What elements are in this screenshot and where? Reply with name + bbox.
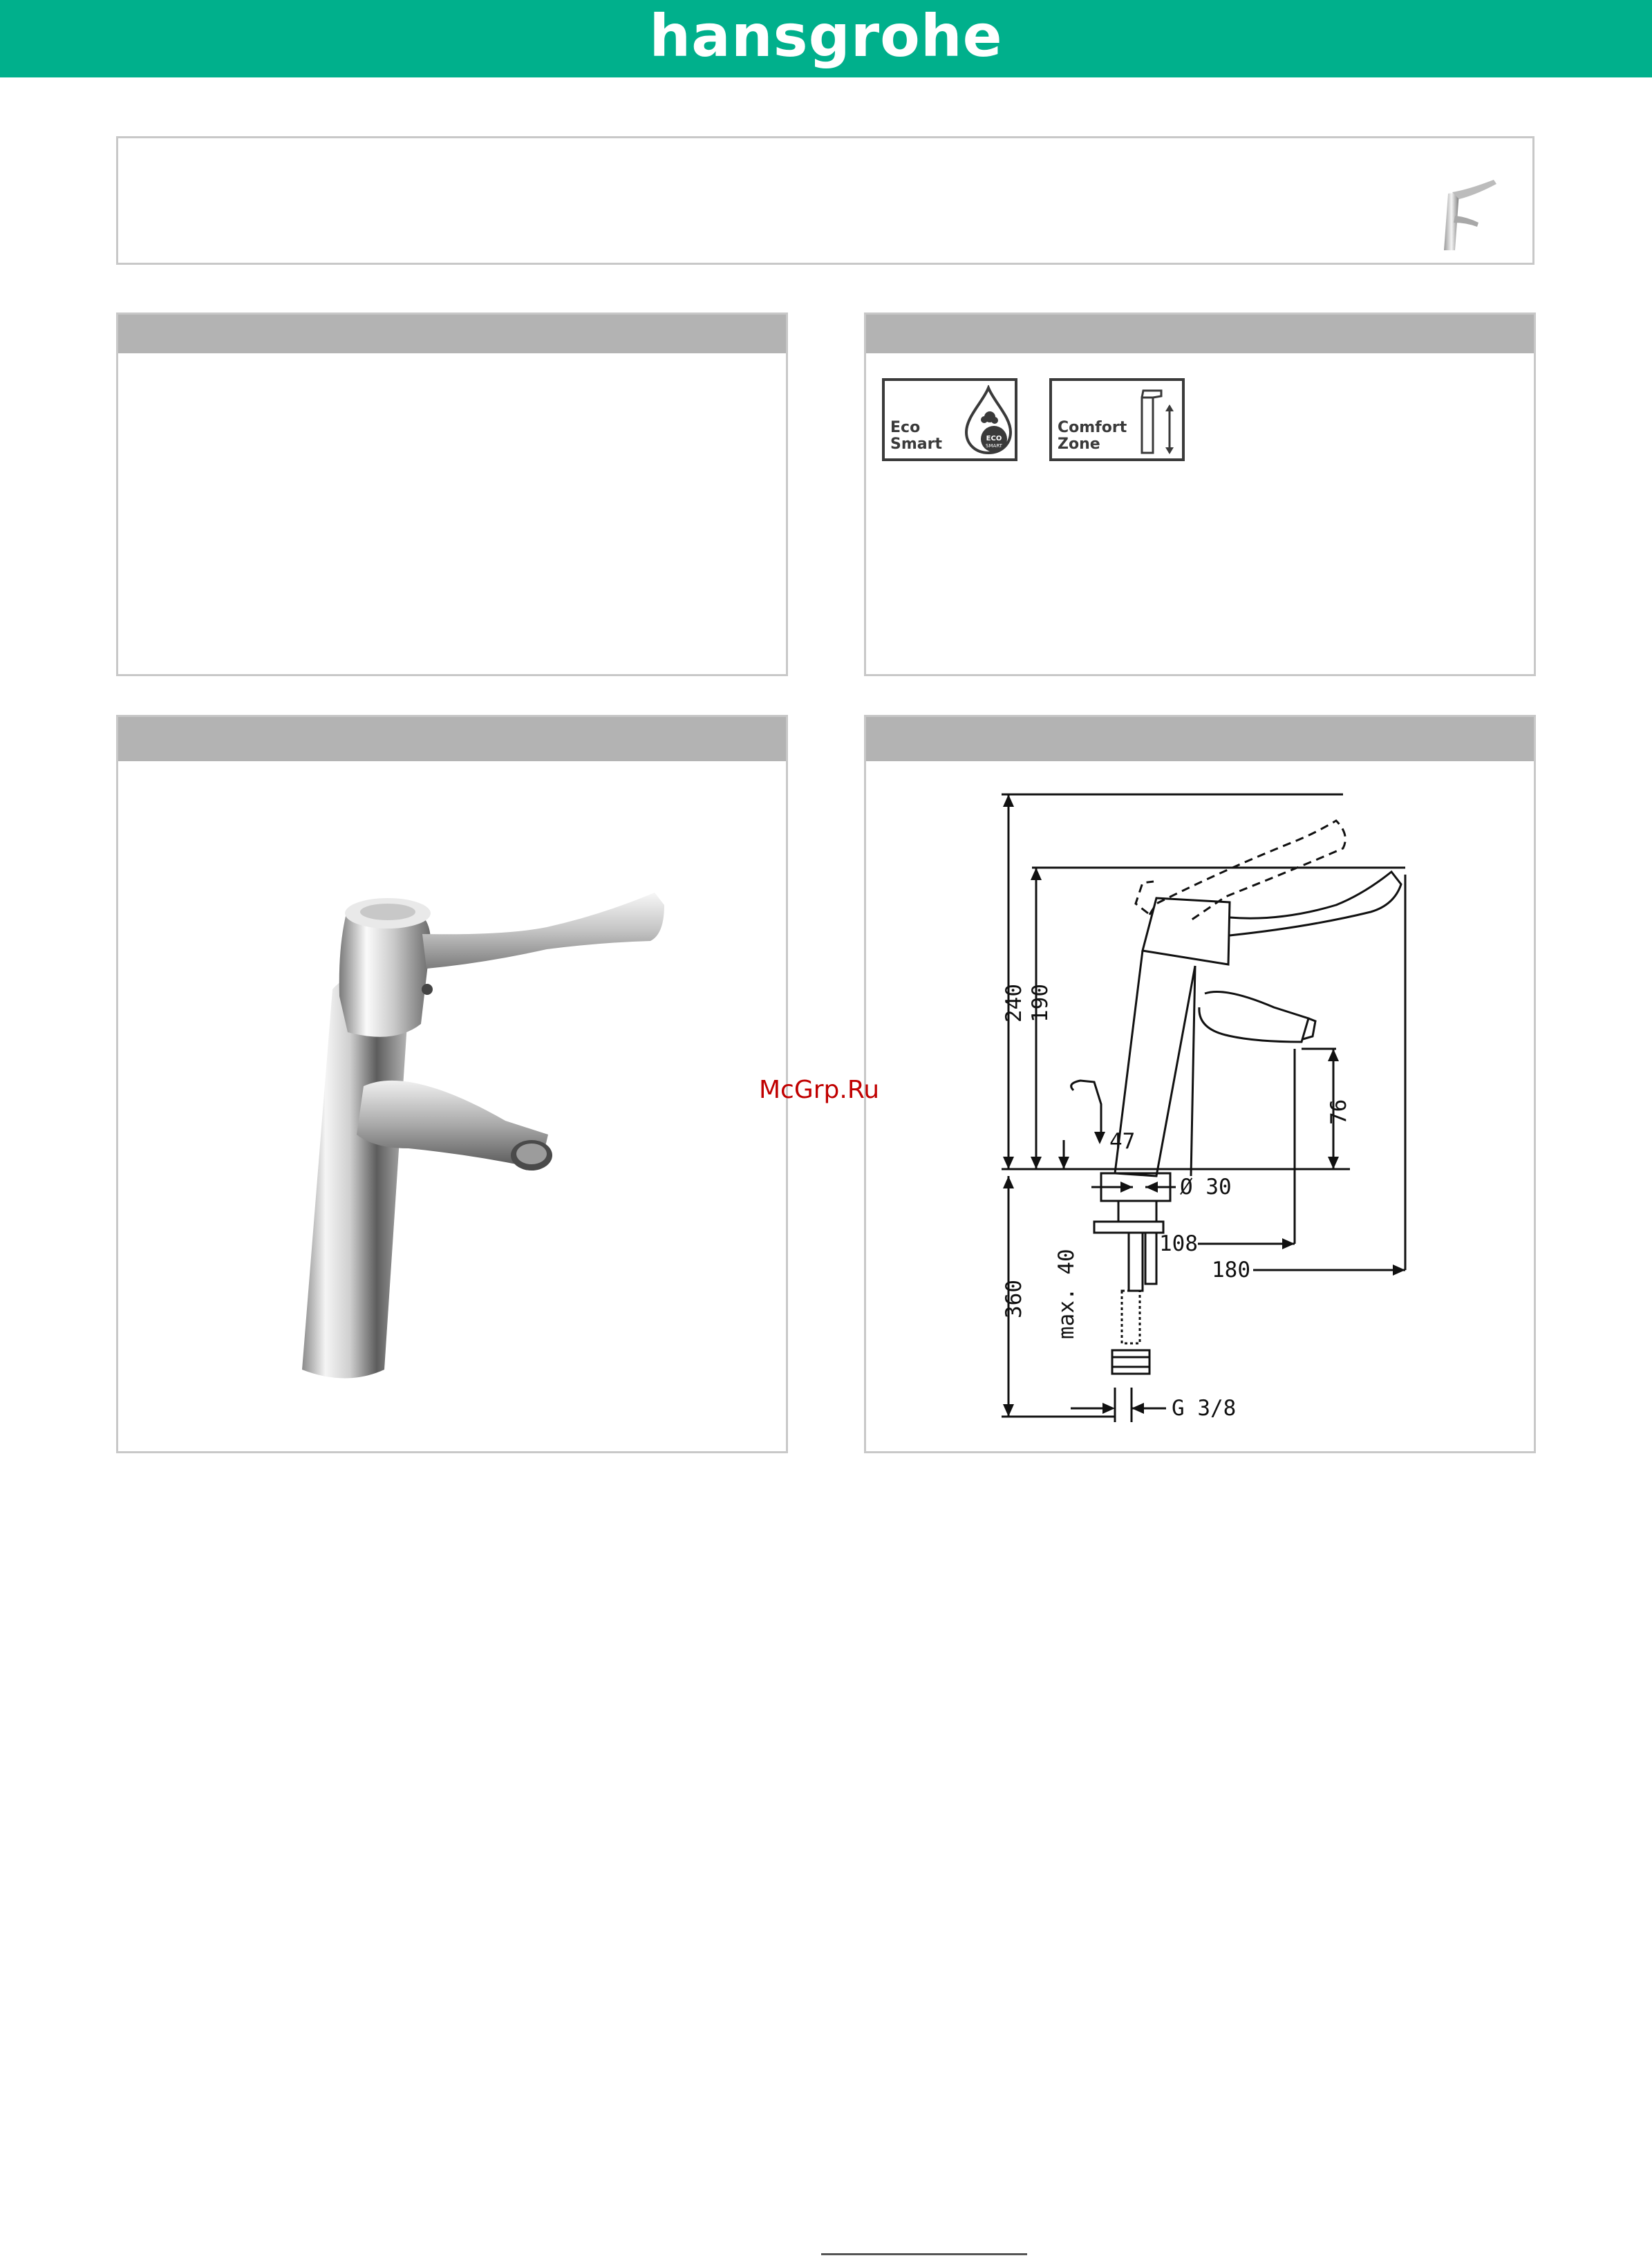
ecosmart-badge [882,378,1017,461]
footer-divider [821,2253,1027,2255]
ecosmart-label-line2: Smart [890,436,942,453]
features-panel-header [866,315,1534,353]
dim-240-label: 240 [1002,984,1026,1023]
brand-header-bar [0,0,1652,77]
dim-190-label: 190 [1028,984,1053,1023]
faucet-product-image [118,761,786,1451]
dimension-drawing [866,717,1534,1451]
technical-drawing-panel [864,715,1536,1453]
dim-360-label: 360 [1002,1280,1026,1318]
product-thumbnail-icon [1427,178,1503,253]
drop-smart-text: SMART [986,443,1002,449]
brand-logo: hansgrohe [649,2,1003,70]
product-image-panel-header [118,717,786,761]
description-panel-header [118,315,786,353]
dim-180-label: 180 [1212,1258,1250,1282]
dim-76-label: 76 [1326,1099,1351,1125]
dim-47-label: 47 [1109,1129,1136,1154]
product-image-panel [116,715,788,1453]
watermark-text: McGrp.Ru [759,1076,880,1104]
tap-height-icon [1134,386,1181,458]
product-title-box [116,136,1534,265]
water-drop-icon [962,385,1015,456]
drop-eco-text: ECO [986,435,1002,442]
dim-thread-label: G 3/8 [1172,1396,1237,1421]
comfortzone-label-line1: Comfort [1058,419,1127,436]
comfortzone-label-line2: Zone [1058,436,1100,453]
comfortzone-badge [1049,378,1185,461]
dim-108-label: 108 [1159,1231,1198,1256]
features-panel [864,312,1536,676]
dim-max40-label: max. 40 [1054,1249,1079,1339]
description-panel [116,312,788,676]
ecosmart-label-line1: Eco [890,419,921,436]
dim-diameter-label: Ø 30 [1180,1175,1232,1200]
